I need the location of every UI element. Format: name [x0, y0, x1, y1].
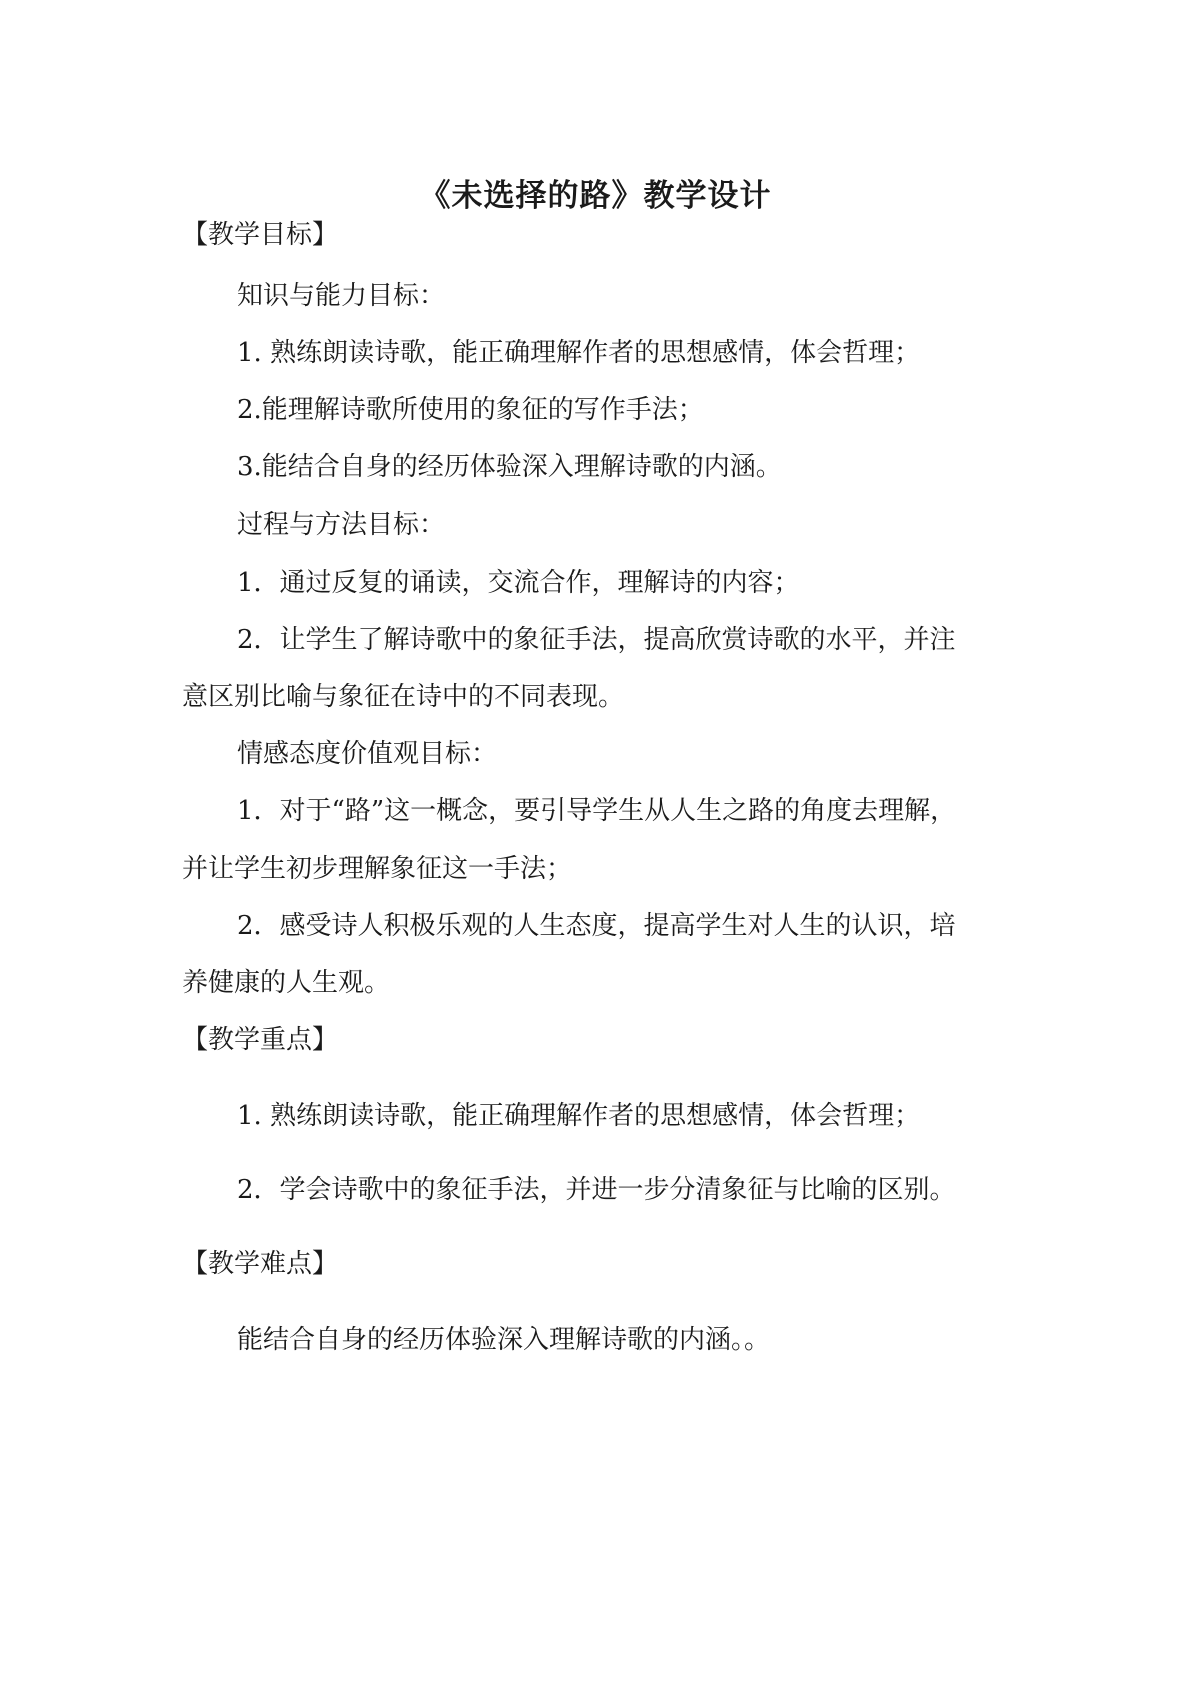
section-heading-difficulties: 【教学难点】 [182, 1249, 339, 1279]
section-heading-key-points: 【教学重点】 [182, 1025, 339, 1055]
document-title: 《未选择的路》教学设计 [419, 178, 772, 214]
difficulty-text: 能结合自身的经历体验深入理解诗歌的内涵。。 [237, 1325, 771, 1355]
knowledge-item-1: 1. 熟练朗读诗歌，能正确理解作者的思想感情，体会哲理； [237, 338, 921, 368]
key-point-item-2: 2．学会诗歌中的象征手法，并进一步分清象征与比喻的区别。 [237, 1175, 956, 1205]
key-point-item-1: 1. 熟练朗读诗歌，能正确理解作者的思想感情，体会哲理； [237, 1101, 921, 1131]
knowledge-heading: 知识与能力目标： [237, 281, 446, 311]
section-heading-objectives: 【教学目标】 [182, 220, 339, 250]
knowledge-item-3: 3.能结合自身的经历体验深入理解诗歌的内涵。 [237, 452, 782, 482]
knowledge-item-2: 2.能理解诗歌所使用的象征的写作手法； [237, 395, 704, 425]
emotion-item-1-line-1: 1．对于“路”这一概念，要引导学生从人生之路的角度去理解， [237, 796, 957, 826]
emotion-item-1-line-2: 并让学生初步理解象征这一手法； [182, 854, 573, 884]
process-item-2-line-1: 2．让学生了解诗歌中的象征手法，提高欣赏诗歌的水平，并注 [237, 625, 956, 655]
emotion-item-2-line-2: 养健康的人生观。 [182, 968, 391, 998]
emotion-heading: 情感态度价值观目标： [237, 739, 498, 769]
process-item-2-line-2: 意区别比喻与象征在诗中的不同表现。 [182, 682, 625, 712]
process-heading: 过程与方法目标： [237, 510, 446, 540]
process-item-1: 1．通过反复的诵读，交流合作，理解诗的内容； [237, 568, 800, 598]
emotion-item-2-line-1: 2．感受诗人积极乐观的人生态度，提高学生对人生的认识，培 [237, 911, 956, 941]
